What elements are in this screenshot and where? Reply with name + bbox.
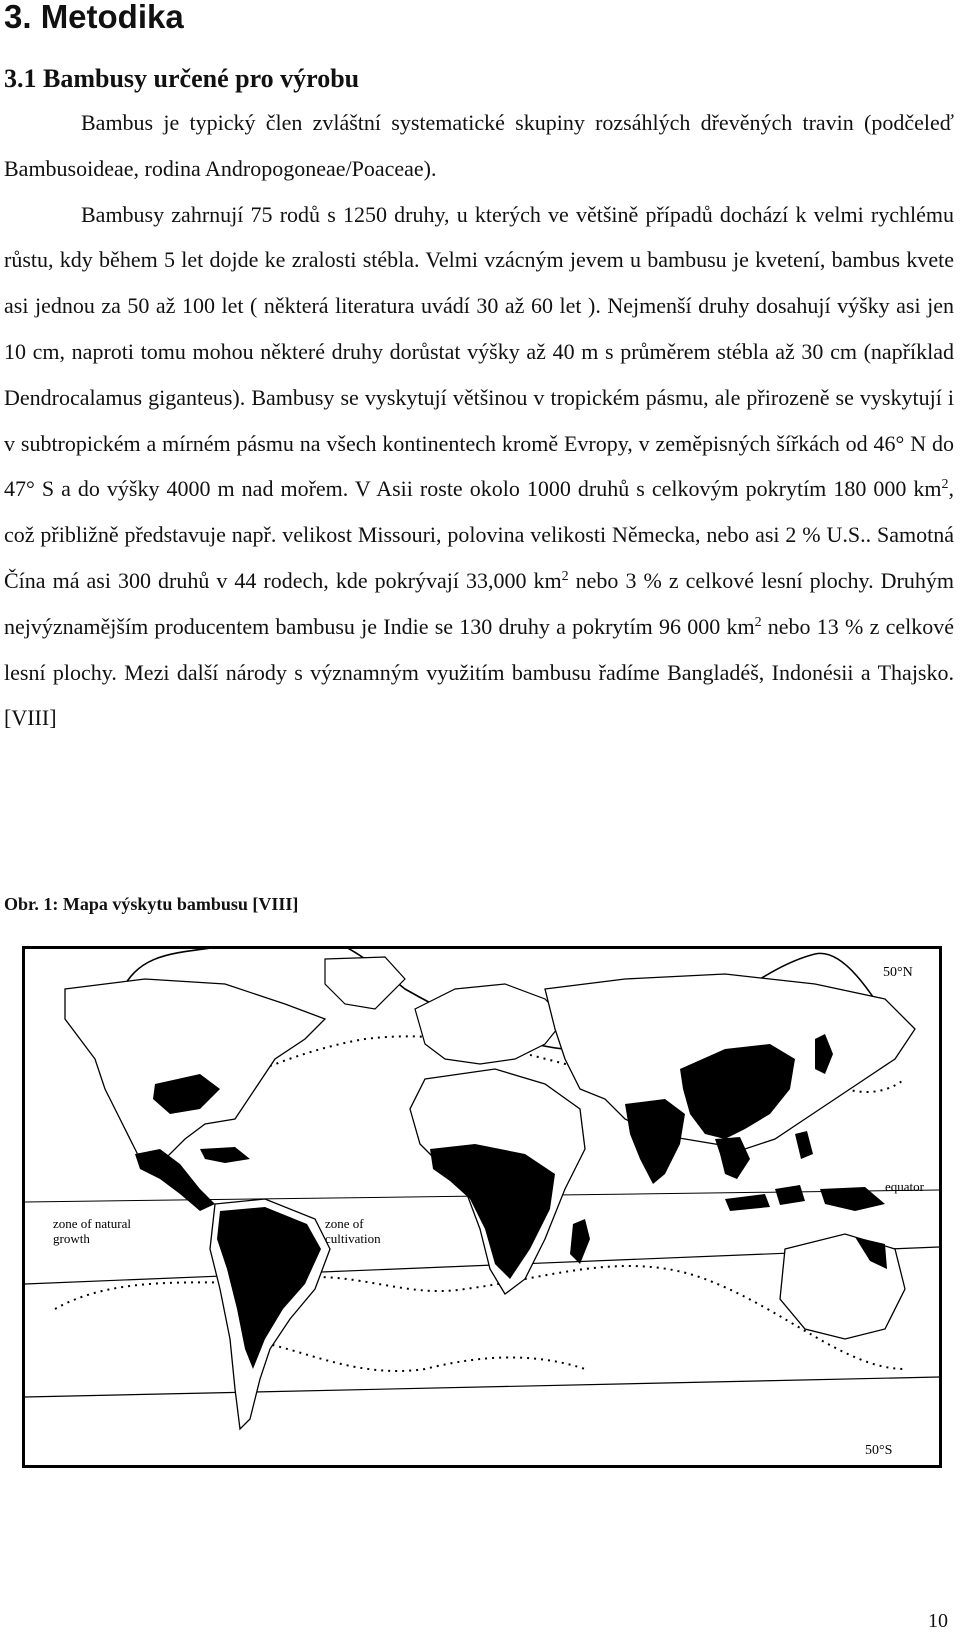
paragraph-1: Bambus je typický člen zvláštní systematické skupiny rozsáhlých dřevěných travin (podčeleď Bambusoideae, rodina Andropogoneae/Poaceae). — [4, 110, 954, 181]
bamboo-area-central-america — [135, 1149, 215, 1211]
label-natural-growth-2: growth — [53, 1231, 90, 1246]
north-america-outline — [65, 979, 325, 1169]
paragraph-2-part-d: nebo 13 % z celkové lesní plochy. Mezi další národy s významným využitím bambusu řadíme Bangladéš, Indonésii a Thajsko. [VIII] — [4, 613, 954, 731]
bamboo-area-caribbean — [200, 1147, 250, 1163]
greenland-outline — [325, 957, 405, 1009]
paragraph-2-part-a: Bambusy zahrnují 75 rodů s 1250 druhy, u kterých ve většině případů dochází k velmi rychlému růstu, kdy během 5 let dojde ke zralosti stébla. Velmi vzácným jevem u bambusu je kvetení, bambus kvete asi jednou za 50 až 100 let ( některá literatura uvádí 30 až 60 let ). Nejmenší druhy dosahují výšky asi jen 10 cm, naproti tomu mohou některé druhy dorůstat výšky až 40 m s průměrem stébla až 30 cm (například Dendrocalamus giganteus). Bambusy se vyskytují většinou v tropickém pásmu, ale přirozeně se vyskytují i v subtropickém a mírném pásmu na všech kontinentech kromě Evropy, v zeměpisných šířkách od 46° N do 47° S a do výšky 4000 m nad mořem. V Asii roste okolo 1000 druhů s celkovým pokrytím 180 000 km — [4, 201, 954, 502]
section-heading: 3. Metodika — [4, 0, 184, 35]
label-equator: equator — [885, 1179, 924, 1194]
subsection-heading: 3.1 Bambusy určené pro výrobu — [4, 64, 360, 93]
cultivation-boundary-south — [55, 1266, 905, 1369]
latitude-line-south — [25, 1377, 939, 1397]
australia-outline — [780, 1234, 905, 1339]
superscript-1: 2 — [941, 477, 949, 493]
paragraph-2-part-c: nebo 3 % z celkové lesní plochy. Druhým nejvýznamějším producentem bambusu je Indie se 130 druhy a pokrytím 96 000 km — [4, 567, 954, 639]
bamboo-area-philippines — [795, 1131, 813, 1159]
body-text — [4, 100, 954, 741]
figure-caption: Obr. 1: Mapa výskytu bambusu [VIII] — [4, 894, 299, 914]
label-cultivation-2: cultivation — [325, 1231, 381, 1246]
cultivation-boundary-lower — [245, 1339, 585, 1371]
bamboo-area-india — [625, 1099, 685, 1184]
superscript-3: 2 — [754, 614, 762, 630]
europe-outline — [415, 984, 565, 1064]
label-cultivation-1: zone of — [325, 1216, 364, 1231]
paragraph-2-part-b: , což přibližně představuje např. velikost Missouri, polovina velikosti Německa, nebo asi 2 % U.S.. Samotná Čína má asi 300 druhů v 44 rodech, kde pokrývají 33,000 km — [4, 476, 954, 593]
superscript-2: 2 — [561, 568, 569, 584]
world-map-svg — [25, 949, 939, 1465]
label-50n: 50°N — [883, 965, 913, 980]
bamboo-distribution-map — [22, 946, 942, 1468]
bamboo-area-madagascar — [570, 1219, 590, 1264]
page-number: 10 — [928, 1610, 948, 1632]
paragraph-2 — [4, 192, 954, 742]
bamboo-area-indonesia-2 — [775, 1185, 805, 1205]
label-natural-growth-1: zone of natural — [53, 1216, 131, 1231]
bamboo-area-indonesia-1 — [725, 1194, 770, 1211]
label-50s: 50°S — [865, 1443, 893, 1458]
